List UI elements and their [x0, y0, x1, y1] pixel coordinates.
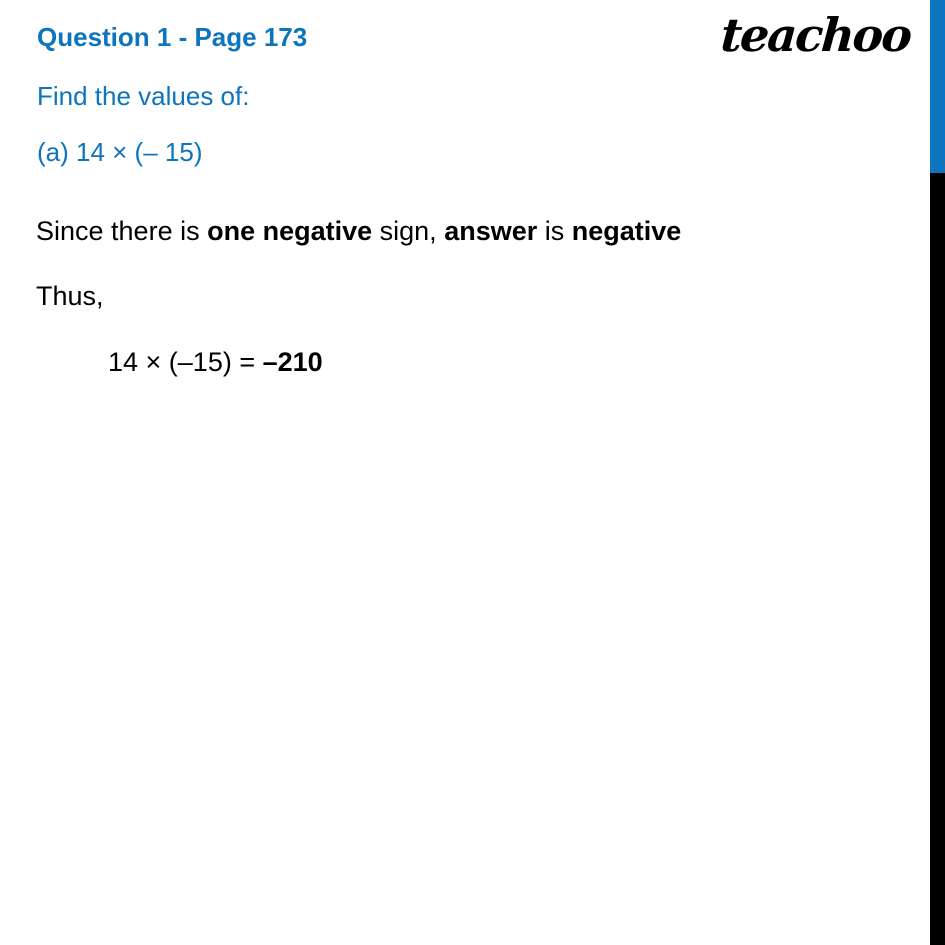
teachoo-logo: teachoo [718, 8, 912, 62]
reasoning-bold-negative: negative [571, 216, 682, 246]
reasoning-prefix: Since there is [36, 216, 208, 246]
reasoning-bold-answer: answer [444, 216, 538, 246]
equation-lhs: 14 × (–15) = [108, 347, 263, 377]
question-part-a: (a) 14 × (– 15) [37, 137, 203, 167]
question-title: Question 1 - Page 173 [37, 22, 308, 52]
reasoning-middle-is: is [537, 216, 572, 246]
equation-result: –210 [262, 347, 323, 377]
thus-label: Thus, [36, 281, 104, 311]
reasoning-middle-sign: sign, [372, 216, 445, 246]
right-edge-blue-bar [930, 0, 945, 173]
reasoning-bold-one-negative: one negative [207, 216, 373, 246]
question-prompt: Find the values of: [37, 81, 250, 111]
solution-reasoning-line [36, 216, 681, 247]
right-edge-black-bar [930, 173, 945, 945]
solution-equation [108, 347, 323, 378]
